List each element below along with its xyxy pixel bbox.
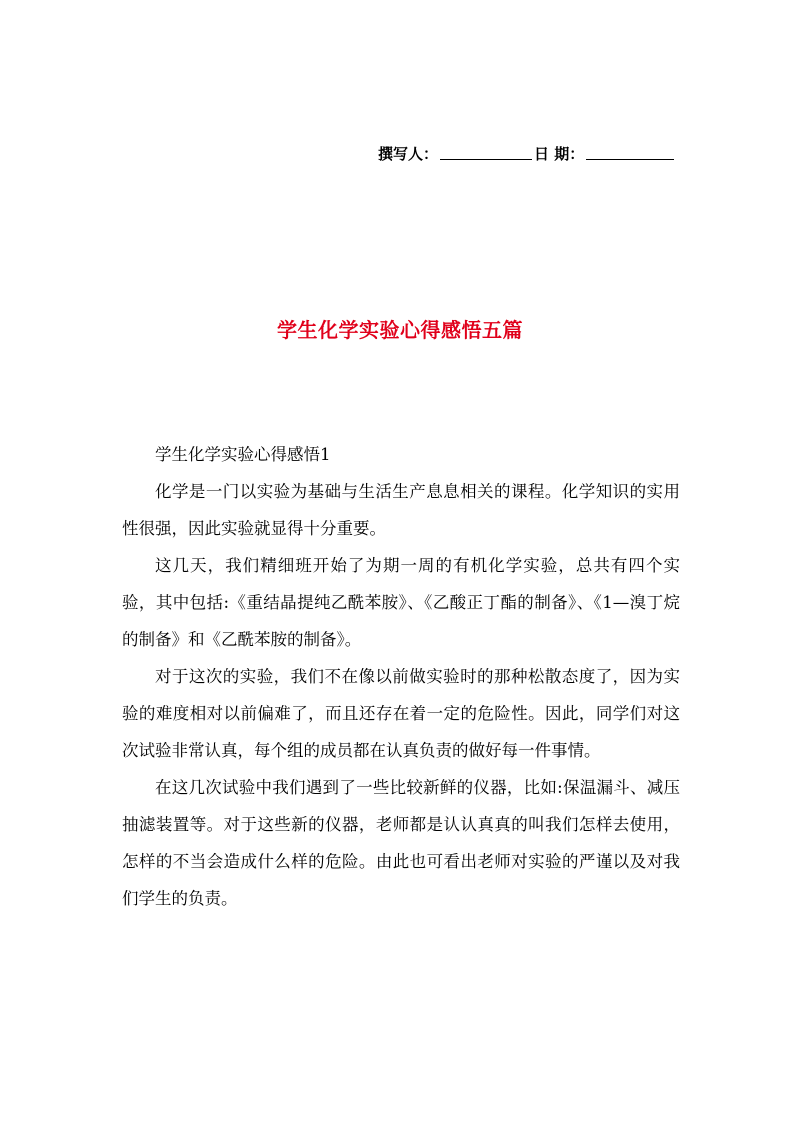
date-label: 日 期：	[534, 145, 585, 163]
date-blank	[586, 158, 674, 160]
section-heading: 学生化学实验心得感悟1	[155, 445, 331, 464]
body-paragraph: 这几天，我们精细班开始了为期一周的有机化学实验，总共有四个实验，其中包括:《重结晶提纯乙酰苯胺》、《乙酸正丁酯的制备》、《1—溴丁烷的制备》和《乙酰苯胺的制备》。	[122, 556, 680, 649]
document-title: 学生化学实验心得感悟五篇	[277, 318, 523, 342]
document-body	[122, 436, 680, 917]
author-label: 撰写人：	[378, 145, 439, 163]
body-paragraph: 对于这次的实验，我们不在像以前做实验时的那种松散态度了，因为实验的难度相对以前偏难了，而且还存在着一定的危险性。因此，同学们对这次试验非常认真，每个组的成员都在认真负责的做好每一件事情。	[122, 667, 680, 760]
body-paragraph: 在这几次试验中我们遇到了一些比较新鲜的仪器，比如:保温漏斗、减压抽滤装置等。对于这些新的仪器，老师都是认认真真的叫我们怎样去使用，怎样的不当会造成什么样的危险。由此也可看出老师对实验的严谨以及对我们学生的负责。	[122, 778, 680, 908]
author-blank	[440, 158, 532, 160]
author-date-line	[378, 138, 688, 164]
body-paragraph: 化学是一门以实验为基础与生活生产息息相关的课程。化学知识的实用性很强，因此实验就显得十分重要。	[122, 482, 680, 538]
